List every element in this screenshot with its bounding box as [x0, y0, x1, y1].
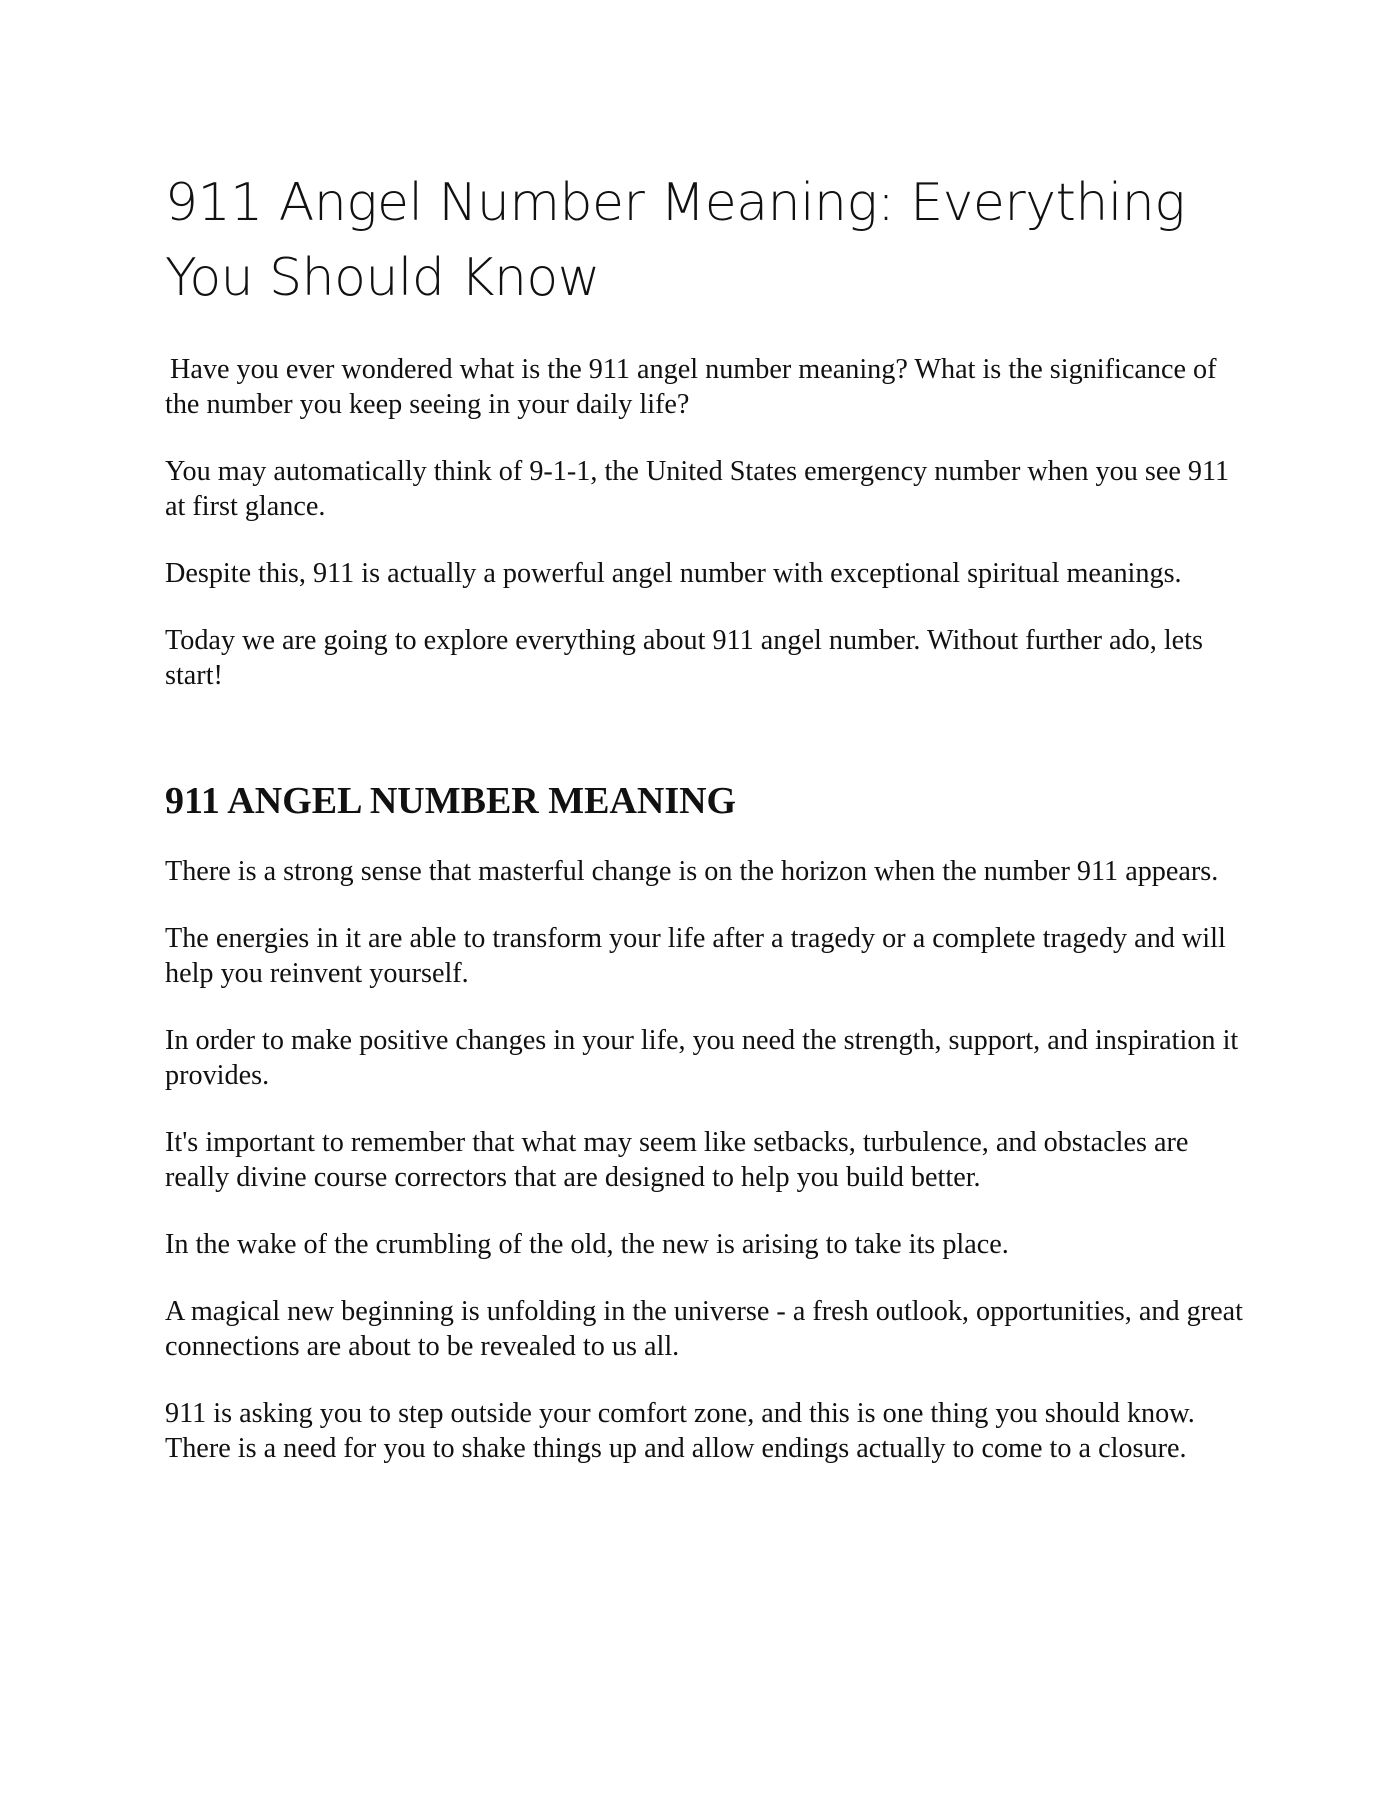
intro-paragraph-2: You may automatically think of 9-1-1, the United States emergency number when you see 911 at first glance. [165, 456, 1230, 522]
section-heading: 911 ANGEL NUMBER MEANING [165, 780, 737, 822]
meaning-section [165, 778, 1250, 1466]
intro-section [165, 352, 1250, 693]
intro-paragraph-3: Despite this, 911 is actually a powerful angel number with exceptional spiritual meanings. [165, 558, 1182, 589]
section-paragraph-4: It's important to remember that what may seem like setbacks, turbulence, and obstacles are really divine course correctors that are designed to help you build better. [165, 1127, 1189, 1193]
document-content [165, 166, 1250, 1498]
intro-paragraph-4: Today we are going to explore everything about 911 angel number. Without further ado, lets start! [165, 625, 1203, 691]
section-paragraph-3: In order to make positive changes in your life, you need the strength, support, and inspiration it provides. [165, 1025, 1239, 1091]
section-paragraph-2: The energies in it are able to transform your life after a tragedy or a complete tragedy and will help you reinvent yourself. [165, 923, 1226, 989]
intro-paragraph-1: Have you ever wondered what is the 911 angel number meaning? What is the significance of the number you keep seeing in your daily life? [165, 354, 1217, 420]
section-paragraph-5: In the wake of the crumbling of the old, the new is arising to take its place. [165, 1229, 1009, 1260]
section-paragraph-7: 911 is asking you to step outside your comfort zone, and this is one thing you should know. There is a need for you to shake things up and allow endings actually to come to a closure. [165, 1398, 1195, 1464]
section-paragraph-1: There is a strong sense that masterful change is on the horizon when the number 911 appears. [165, 856, 1219, 887]
document-title: 911 Angel Number Meaning: Everything You Should Know [165, 173, 1185, 308]
section-paragraph-6: A magical new beginning is unfolding in the universe - a fresh outlook, opportunities, and great connections are about to be revealed to us all. [165, 1296, 1243, 1362]
